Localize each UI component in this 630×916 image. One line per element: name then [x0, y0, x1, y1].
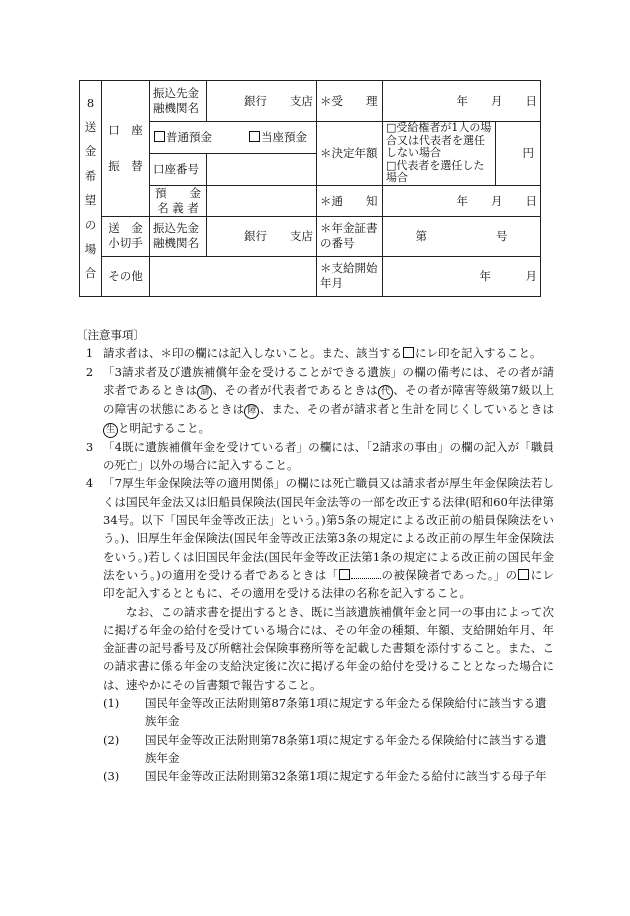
checkbox-icon: [403, 347, 414, 358]
notice-date-field: 年 月 日: [383, 185, 541, 216]
pension-number-field: 第 号: [383, 216, 541, 256]
receipt-date-field: 年 月 日: [383, 81, 541, 122]
remittance-form-table: [79, 80, 541, 297]
note-item: 3 「4既に遺族補償年金を受けている者」の欄には、「2請求の事由」の欄の記入が「職員の死亡」以外の場合に記入すること。: [85, 439, 554, 473]
notes-paragraph: なお、この請求書を提出するとき、既に当該遺族補償年金と同一の事由によって次に掲げる年金の給付を受けている場合には、その年金の種類、年額、支給開始年月、年金証書の記号番号及び所轄社会保険事務所等を記載した書類を添付すること。また、この請求書に係る年金の支給決定後に次に掲げる年金の給付を受けることとなった場合には、速やかにその旨書類で報告すること。: [103, 604, 554, 692]
sub-item: (3) 国民年金等改正法附則第32条第1項に規定する年金たる給付に該当する母子年: [103, 769, 547, 784]
bank-name-label: 振込先金 融機関名: [150, 81, 207, 122]
sub-item: (2) 国民年金等改正法附則第78条第1項に規定する年金たる保険給付に該当する遺族年金: [103, 732, 547, 765]
account-transfer-label: 口 座 振 替: [102, 81, 150, 217]
bank-name-label-check: 振込先金 融機関名: [150, 216, 207, 256]
bank-branch-field-check[interactable]: 銀行 支店: [207, 216, 317, 256]
circled-char-icon: 生: [103, 423, 118, 438]
note-item: 2 「3請求者及び遺族補償年金を受けることができる遺族」の欄の備考には、その者が請求者であるときは 請 、その者が代表者であるときは 代 、その者が障害等級第7級以上の障害の状態にあるときは 障 、また、その者が請求者と生計を同じくしているときは生 と明記すること。: [76, 363, 554, 438]
checkbox-icon[interactable]: [249, 131, 260, 142]
note-item: 1 請求者は、＊印の欄には記入しないこと。また、該当する にレ印を記入すること。: [85, 346, 542, 361]
other-label: その他: [102, 256, 150, 296]
bank-branch-field[interactable]: 銀行 支店: [207, 81, 317, 122]
circled-char-icon: 代: [378, 385, 393, 400]
dotted-blank-line: [351, 568, 381, 579]
checkbox-icon: [518, 569, 529, 580]
payment-start-label: ＊支給開始 年月: [317, 256, 383, 296]
decision-amount-field: 円: [496, 122, 541, 186]
checkbox-icon: [339, 569, 350, 580]
representative-notes: □受給権者が1人の場合又は代表者を選任しない場合 □代表者を選任した場合: [383, 122, 496, 186]
current-deposit-option[interactable]: 当座預金: [248, 130, 307, 144]
other-field[interactable]: [150, 256, 317, 296]
remittance-check-label: 送 金 小切手: [102, 216, 150, 256]
receipt-label: ＊受 理: [317, 81, 383, 122]
deposit-type-choice[interactable]: [150, 122, 317, 154]
decision-amount-label: ＊決定年額: [317, 122, 383, 186]
pension-number-label: ＊年金証書 の番号: [317, 216, 383, 256]
sub-item: (1) 国民年金等改正法附則第87条第1項に規定する年金たる保険給付に該当する遺族年金: [103, 696, 547, 729]
checkbox-icon[interactable]: [154, 131, 165, 142]
account-number-label: 口座番号: [150, 153, 207, 185]
depositor-field[interactable]: [207, 185, 317, 216]
notes-section: [76, 326, 554, 786]
note-item: 4 「7厚生年金保険法等の適用関係」の欄には死亡職員又は請求者が厚生年金保険法若しくは国民年金法又は旧船員保険法(国民年金法等の一部を改正する法律(昭和60年法律第34号。以下「国民年金等改正法」という。)第5条の規定による改正前の船員保険法をいう。)、旧厚生年金保険法(国民年金等改正法第3条の規定による改正前の厚生年金保険法をいう。)若しくは旧国民年金法(国民年金等改正法第1条の規定による改正前の国民年金法をいう。)の適用を受ける者であるときは「 の被保険者であった。」の にレ印を記入するとともに、その適用を受ける法律の名称を記入すること。: [85, 476, 555, 601]
circled-char-icon: 障: [244, 404, 259, 419]
account-number-field[interactable]: [207, 153, 317, 185]
notice-label: ＊通 知: [317, 185, 383, 216]
depositor-label: 預 金 名 義 者: [150, 185, 207, 216]
circled-char-icon: 請: [197, 385, 212, 400]
notes-title: 〔注意事項〕: [76, 328, 145, 342]
ordinary-deposit-option[interactable]: 普通預金: [153, 130, 212, 144]
section-label-remittance-wish: 8 送 金 希 望 の 場 合: [80, 81, 102, 297]
payment-start-field: 年 月: [383, 256, 541, 296]
